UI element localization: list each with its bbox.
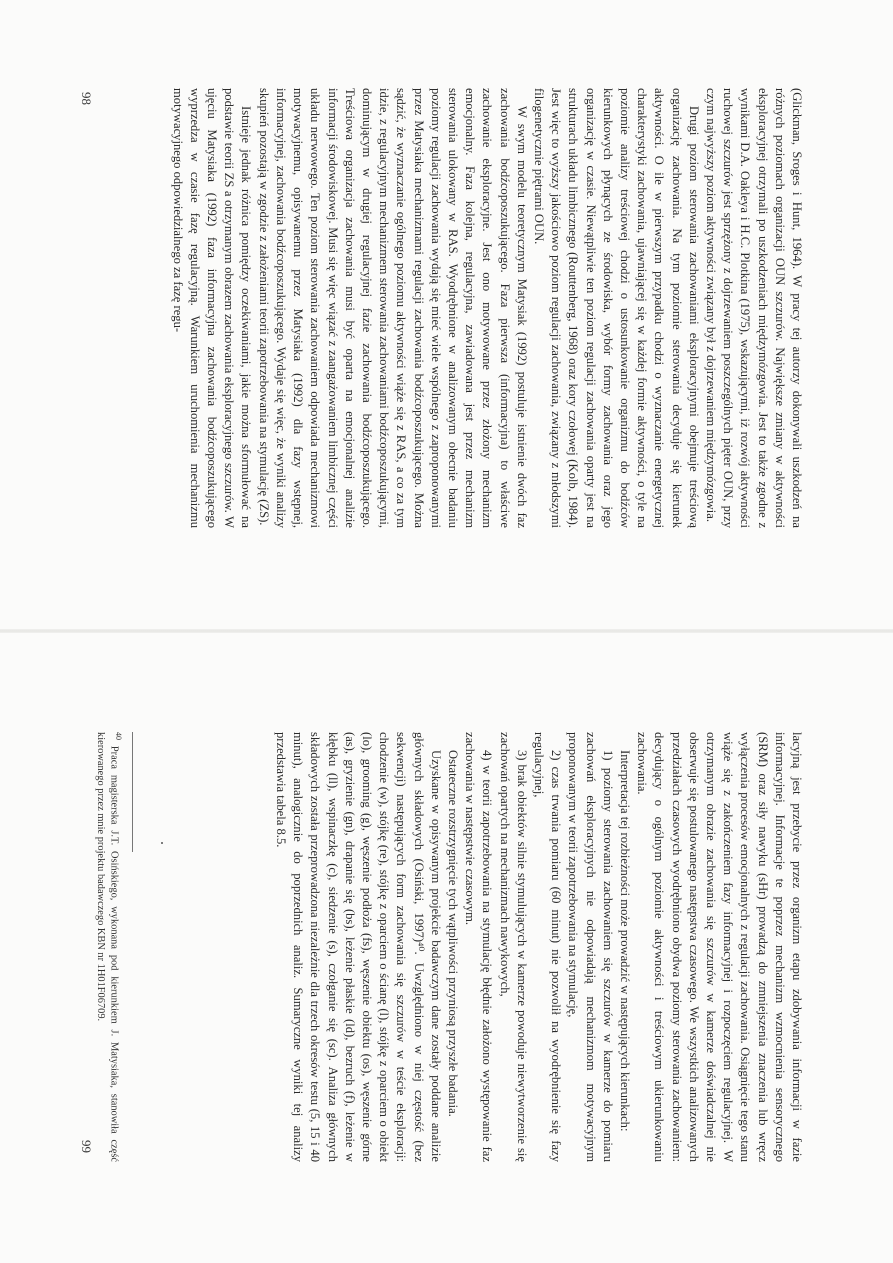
left-page (0, 0, 893, 631)
right-page (0, 632, 893, 1263)
paragraph: (Glickman, Sroges i Hunt, 1964). W pracy tej autorzy dokonywali uszkodzeń na różnych poziomach organizacji OUN szczurów. Największe zmiany w aktywności eksploracyjnej otrzymali po uszkodzeniach międzymózgowia. Jest to także zgodne z wynikami D.A. Oakleya i H.C. Plotkina (1975), wskazującymi, iż rozwój aktywności ruchowej szczurów jest sprzężony z dojrzewaniem poszczególnych pięter OUN, przy czym najwyższy poziom aktywności związany był z dojrzewaniem międzymózgowia. (703, 88, 804, 528)
left-text-column (168, 88, 805, 528)
footnote-marker: 40 (114, 732, 123, 740)
paragraph: Uzyskane w opisywanym projekcie badawczym dane zostały poddane analizie głównych składowych (Osiński, 1997)⁴⁰. Uwzględniono w niej częstość (bez sekwencji) następujących form zachowania się szczurów w teście eksploracji: chodzenie (w), stójkę (re), stójkę z oparciem o ścianę (l), stójkę z oparciem o obiekt (lo), grooming (g), węszenie podłoża (fs), węszenie obiektu (os), węszenie górne (as), gryzienie (gn), drapanie się (bs), leżenie płaskie (ld), bezruch (f), leżenie w kłębku (ll), wspinaczkę (c), siedzenie (s), czołganie się (sc). Analiza głównych składowych została przeprowadzona niezależnie dla trzech okresów testu (5, 15 i 40 minut), analogicznie do poprzednich analiz. Sumaryczne wyniki tej analizy przedstawia tabela 8.5. (273, 732, 443, 1162)
paragraph: Drugi poziom sterowania zachowaniami eksploracyjnymi obejmuje treściową organizację zachowania. Na tym poziomie sterowania decyduje się kierunek aktywności. O ile w pierwszym przypadku chodzi o wyznaczanie energetycznej charakterystyki zachowania, ujawniającej się w każdej formie aktywności, o tyle na poziomie analizy treściowej chodzi o ustosunkowanie organizmu do bodźców kierunkowych płynących ze środowiska, wybór formy zachowania oraz jego organizację w czasie. Niewątpliwie ten poziom regulacji zachowania oparty jest na strukturach układu limbicznego (Routtenberg, 1968) oraz kory czołowej (Kolb, 1984). Jest więc to wyższy jakościowo poziom regulacji zachowania, związany z młodszymi filogenetycznie piętrami OUN. (531, 88, 701, 528)
page-number-right: 99 (79, 1140, 94, 1153)
footnote-rule (132, 732, 133, 852)
list-item: 3) brak obiektów silnie stymulujących w kamerze powoduje niewytworzenie się zachowań opartych na mechanizmach nawykowych, (497, 732, 529, 1162)
footnote (94, 732, 125, 1162)
paragraph: Interpretacja tej rozbieżności może prowadzić w następujących kierunkach: (617, 750, 632, 1132)
paragraph: W swym modelu teoretycznym Matysiak (1992) postuluje istnienie dwóch faz zachowania bodźcoposzukującego. Faza pierwsza (informacyjna) to właściwe zachowanie eksploracyjne. Jest ono motywowane przez złożony mechanizm emocjonalny. Faza kolejna, regulacyjna, zawiadowana jest przez mechanizm sterowania ulokowany w RAS. Wyodrębnione w analizowanym obecnie badaniu poziomy regulacji zachowania wydają się mieć wiele wspólnego z zaproponowanymi przez Matysiaka mechanizmami regulacji zachowania bodźcoposzukującego. Można sądzić, że wyznaczanie ogólnego poziomu aktywności wiąże się z RAS, a co za tym idzie, z regulacyjnym mechanizmem sterowania zachowaniami bodźcoposzukującymi, dominującym w drugiej regulacyjnej fazie zachowania bodźcoposzukującego. Treściowa organizacja zachowania musi być oparta na emocjonalnej analizie informacji środowiskowej. Musi się więc wiązać z zaangażowaniem limbicznej części układu nerwowego. Ten poziom sterowania zachowaniem odpowiada mechanizmowi motywacyjnemu, opisywanemu przez Matysiaka (1992) dla fazy wstępnej, informacyjnej, zachowania bodźcoposzukującego. Wydaje się więc, że wyniki analizy skupień pozostają w zgodzie z założeniami teorii zapotrzebowania na stymulację (ZS). (256, 88, 529, 528)
list-item: 1) poziomy sterowania zachowaniem się szczurów w kamerze do pomiaru zachowań eksploracyjnych nie odpowiadają mechanizmom motywacyjnym proponowanym w teorii zapotrzebowania na stymulację, (566, 732, 615, 1162)
page-number-left: 98 (79, 92, 94, 105)
paragraph: lacyjną jest przebycie przez organizm etapu zdobywania informacji w fazie informacyjnej. Informacje te poprzez mechanizm wzmocnienia sensorycznego (SRM) oraz siły nawyku (sHr) prowadzą do zmniejszenia znaczenia lub wręcz wyłączenia procesów emocjonalnych z regulacji zachowania. Osiągnięcie tego stanu wiąże się z zakończeniem fazy informacyjnej i rozpoczęciem regulacyjnej. W otrzymanym obrazie zachowania się szczurów w kamerze doświadczalnej nie obserwuje się postulowanego następstwa czasowego. We wszystkich analizowanych przedziałach czasowych wyodrębniono obydwa poziomy sterowania zachowaniem: decydujący o ogólnym poziomie aktywności i treściowym ukierunkowaniu zachowania. (635, 732, 804, 1162)
paragraph: Ostateczne rozstrzygnięcie tych wątpliwości przyniosą przyszłe badania. (445, 750, 460, 1117)
scan-speck (161, 842, 163, 844)
list-item: 4) w teorii zapotrzebowania na stymulację błędnie założono występowanie faz zachowania w następstwie czasowym. (463, 732, 495, 1162)
footnote-text: Praca magisterska J.T. Osińskiego, wykonana pod kierunkiem J. Matysiaka, stanowiła część kierowanego przez mnie projektu badawczego KBN nr 1H01F06709. (95, 732, 120, 1162)
paragraph: Istnieje jednak różnica pomiędzy oczekiwaniami, jakie można sformułować na podstawie teorii ZS a otrzymanym obrazem zachowania eksploracyjnego szczurów. W ujęciu Matysiaka (1992) faza informacyjna zachowania bodźcoposzukującego wyprzedza w czasie fazę regulacyjną. Warunkiem uruchomienia mechanizmu motywacyjnego odpowiedzialnego za fazę regu- (170, 88, 254, 528)
right-text-column (272, 732, 805, 1162)
list-item: 2) czas trwania pomiaru (60 minut) nie pozwolił na wyodrębnienie się fazy regulacyjnej, (531, 732, 564, 1162)
